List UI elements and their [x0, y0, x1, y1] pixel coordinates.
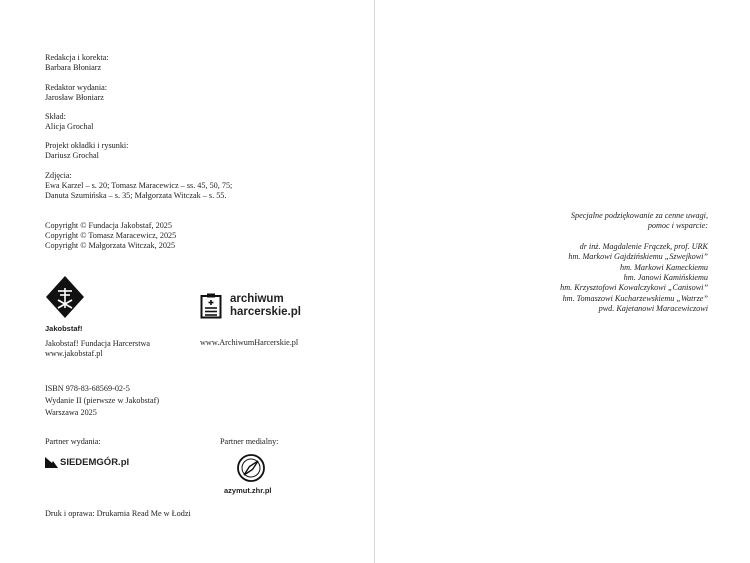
- azymut-logo: [236, 453, 266, 488]
- thanks-person: pwd. Kajetanowi Maracewiczowi: [598, 304, 708, 314]
- print-info: Druk i oprawa: Drukarnia Read Me w Łodzi: [45, 509, 191, 518]
- jakobstaf-url: www.jakobstaf.pl: [45, 349, 103, 359]
- copyright-block: [45, 221, 176, 252]
- thanks-person: hm. Janowi Kamińskiemu: [623, 273, 708, 283]
- place-year: Warszawa 2025: [45, 408, 97, 417]
- media-partner-label: Partner medialny:: [220, 437, 279, 446]
- siedemgor-logo-text: SIEDEMGÓR.pl: [60, 457, 130, 468]
- credit-label: Projekt okładki i rysunki:: [45, 141, 129, 150]
- credit-value: Barbara Błoniarz: [45, 63, 102, 73]
- partner-label: Partner wydania:: [45, 437, 101, 446]
- compass-icon: [236, 453, 266, 483]
- photo-label: Zdjęcia:: [45, 171, 72, 180]
- archiwum-logo-text: [230, 293, 301, 318]
- credit-typesetting: [45, 112, 93, 132]
- jakobstaf-caption: [45, 339, 150, 359]
- archiwum-logo-line: harcerskie.pl: [230, 305, 301, 318]
- credit-cover: [45, 141, 128, 161]
- photo-credits: [45, 171, 232, 202]
- credit-value: Jarosław Błoniarz: [45, 93, 104, 103]
- isbn: ISBN 978-83-68569-02-5: [45, 384, 130, 393]
- credit-editing: [45, 53, 109, 73]
- edition: Wydanie II (pierwsze w Jakobstaf): [45, 396, 160, 405]
- clipboard-icon: [200, 293, 222, 319]
- credit-editor: [45, 83, 107, 103]
- copyright-line: Copyright © Tomasz Maracewicz, 2025: [45, 231, 177, 241]
- jakobstaf-logo: [45, 276, 85, 329]
- credit-value: Dariusz Grochal: [45, 151, 99, 161]
- thanks-person: hm. Markowi Gajdzińskiemu „Szwejkowi”: [568, 252, 708, 262]
- thanks-person: hm. Markowi Kameckiemu: [620, 262, 708, 272]
- credit-label: Redakcja i korekta:: [45, 53, 109, 62]
- archiwum-url: www.ArchiwumHarcerskie.pl: [200, 338, 299, 347]
- jakobstaf-name: Jakobstaf! Fundacja Harcerstwa: [45, 339, 151, 348]
- copyright-line: Copyright © Fundacja Jakobstaf, 2025: [45, 221, 172, 230]
- thanks-person: hm. Krzysztofowi Kowalczykowi „Canisowi”: [560, 283, 708, 293]
- jakobstaf-logo-text: Jakobstaf!: [45, 324, 83, 333]
- jakobstaf-emblem-icon: [45, 276, 85, 324]
- siedemgor-logo: [45, 457, 129, 468]
- left-page: [0, 0, 374, 563]
- right-page: [375, 0, 750, 563]
- copyright-line: Copyright © Małgorzata Witczak, 2025: [45, 241, 176, 251]
- photo-line: Ewa Karzel – s. 20; Tomasz Maracewicz – ss. 45, 50, 75;: [45, 181, 233, 191]
- credit-value: Alicja Grochal: [45, 122, 94, 132]
- thanks-intro: pomoc i wsparcie:: [647, 221, 708, 231]
- thanks-person: hm. Tomaszowi Kucharzewskiemu „Watrze”: [562, 293, 708, 303]
- mountain-icon: [45, 457, 58, 468]
- acknowledgements: [560, 211, 708, 315]
- isbn-block: [45, 383, 159, 419]
- thanks-person: dr inż. Magdalenie Frączek, prof. URK: [579, 241, 708, 251]
- photo-line: Danuta Szumińska – s. 35; Małgorzata Witczak – s. 55.: [45, 191, 227, 201]
- credit-label: Redaktor wydania:: [45, 83, 108, 92]
- thanks-intro: Specjalne podziękowanie za cenne uwagi,: [570, 211, 708, 220]
- credit-label: Skład:: [45, 112, 66, 121]
- archiwum-logo-line: archiwum: [230, 293, 284, 305]
- azymut-logo-text: azymut.zhr.pl: [224, 486, 272, 495]
